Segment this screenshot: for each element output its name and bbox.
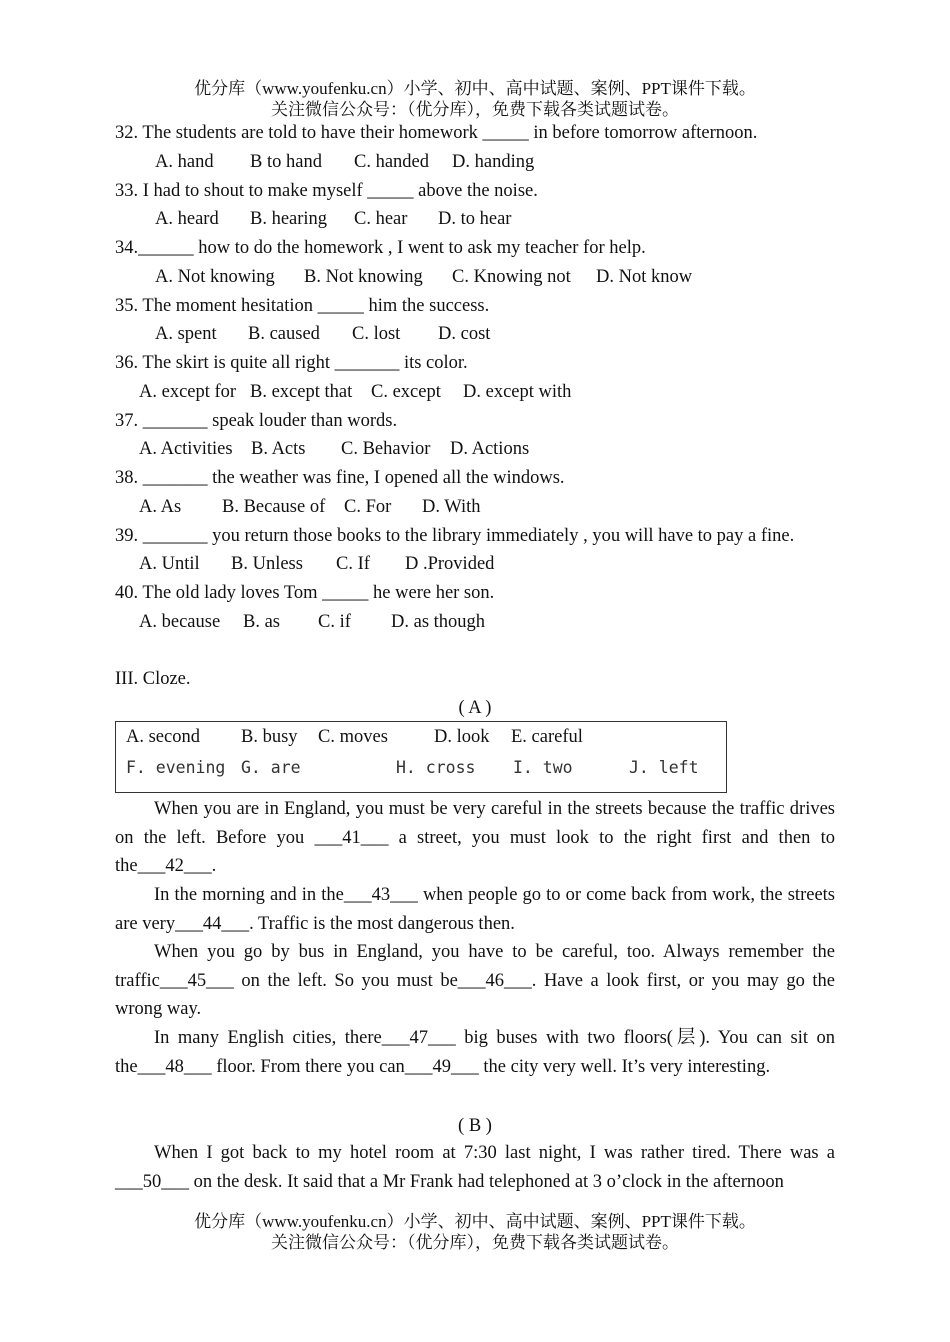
q32-option-a: A. hand [155, 152, 214, 172]
question-36-stem: 36. The skirt is quite all right _______ its color. [115, 353, 468, 373]
word-bank-item: E. careful [511, 727, 583, 747]
q35-option-c: C. lost [352, 324, 401, 344]
header-line-1: 优分库（www.youfenku.cn）小学、初中、高中试题、案例、PPT课件下载。 [194, 79, 756, 98]
q33-option-b: B. hearing [250, 209, 328, 229]
q35-option-a: A. spent [155, 324, 217, 344]
q40-option-b: B. as [243, 612, 280, 632]
q34-option-b: B. Not knowing [304, 267, 423, 287]
footer-line-1: 优分库（www.youfenku.cn）小学、初中、高中试题、案例、PPT课件下载。 [194, 1212, 756, 1231]
word-bank-item: J. left [629, 758, 699, 777]
q37-option-d: D. Actions [450, 439, 530, 459]
part-a-label: ( A ) [458, 698, 492, 718]
q38-option-d: D. With [422, 497, 481, 517]
page-header [0, 78, 950, 120]
q39-option-b: B. Unless [231, 554, 303, 574]
q37-option-c: C. Behavior [341, 439, 431, 459]
q39-option-d: D .Provided [405, 554, 495, 574]
section-title-cloze: III. Cloze. [115, 669, 191, 689]
q34-option-d: D. Not know [596, 267, 693, 287]
q34-option-c: C. Knowing not [452, 267, 571, 287]
cloze-a-paragraph-4: In many English cities, there___47___ big buses with two floors(层). You can sit on the___48___ floor. From there you can___49___ the city very well. It’s very interesting. [115, 1028, 835, 1077]
q40-option-a: A. because [139, 612, 221, 632]
word-bank-item: H. cross [396, 758, 476, 777]
part-b-label: ( B ) [458, 1116, 492, 1136]
q39-option-a: A. Until [139, 554, 200, 574]
word-bank-item: G. are [241, 758, 301, 777]
q34-option-a: A. Not knowing [155, 267, 275, 287]
word-bank-item: D. look [434, 727, 490, 747]
q33-option-c: C. hear [354, 209, 408, 229]
q33-option-a: A. heard [155, 209, 219, 229]
q38-option-a: A. As [139, 497, 182, 517]
question-38-stem: 38. _______ the weather was fine, I opened all the windows. [115, 468, 565, 488]
word-bank-item: A. second [126, 727, 200, 747]
q40-option-d: D. as though [391, 612, 486, 632]
question-35-stem: 35. The moment hesitation _____ him the success. [115, 296, 490, 316]
q37-option-a: A. Activities [139, 439, 233, 459]
q32-option-b: B to hand [250, 152, 322, 172]
cloze-a-paragraph-1: When you are in England, you must be very careful in the streets because the traffic drives on the left. Before you ___41___ a street, you must look to the right first and then to the___42___. [115, 799, 835, 877]
footer-line-2: 关注微信公众号：（优分库），免费下载各类试题试卷。 [271, 1233, 679, 1252]
q35-option-b: B. caused [248, 324, 320, 344]
cloze-a-paragraph-2: In the morning and in the___43___ when people go to or come back from work, the streets are very___44___. Traffic is the most dangerous then. [115, 885, 835, 934]
question-32-stem: 32. The students are told to have their homework _____ in before tomorrow afternoon. [115, 123, 758, 143]
word-bank-item: F. evening [126, 758, 226, 777]
word-bank-item: C. moves [318, 727, 388, 747]
page-footer [0, 1211, 950, 1253]
word-bank-box [115, 721, 727, 793]
header-line-2: 关注微信公众号：（优分库），免费下载各类试题试卷。 [271, 100, 679, 119]
cloze-b-paragraph-1: When I got back to my hotel room at 7:30 last night, I was rather tired. There was a ___50___ on the desk. It said that a Mr Frank had telephoned at 3 o’clock in the afternoon [115, 1143, 835, 1192]
word-bank-item: B. busy [241, 727, 298, 747]
question-40-stem: 40. The old lady loves Tom _____ he were her son. [115, 583, 495, 603]
word-bank-item: I. two [513, 758, 573, 777]
question-33-stem: 33. I had to shout to make myself _____ above the noise. [115, 181, 538, 201]
question-37-stem: 37. _______ speak louder than words. [115, 411, 398, 431]
q36-option-a: A. except for [139, 382, 237, 402]
q35-option-d: D. cost [438, 324, 491, 344]
q37-option-b: B. Acts [251, 439, 306, 459]
q40-option-c: C. if [318, 612, 351, 632]
q38-option-b: B. Because of [222, 497, 326, 517]
q36-option-d: D. except with [463, 382, 572, 402]
question-34-stem: 34.______ how to do the homework , I went to ask my teacher for help. [115, 238, 646, 258]
q36-option-b: B. except that [250, 382, 353, 402]
q32-option-c: C. handed [354, 152, 430, 172]
q39-option-c: C. If [336, 554, 370, 574]
q36-option-c: C. except [371, 382, 441, 402]
cloze-a-paragraph-3: When you go by bus in England, you have to be careful, too. Always remember the traffic___45___ on the left. So you must be___46___. Have a look first, or you may go the wrong way. [115, 942, 835, 1020]
q33-option-d: D. to hear [438, 209, 512, 229]
question-39-stem: 39. _______ you return those books to the library immediately , you will have to pay a fine. [115, 526, 795, 546]
q32-option-d: D. handing [452, 152, 535, 172]
q38-option-c: C. For [344, 497, 392, 517]
